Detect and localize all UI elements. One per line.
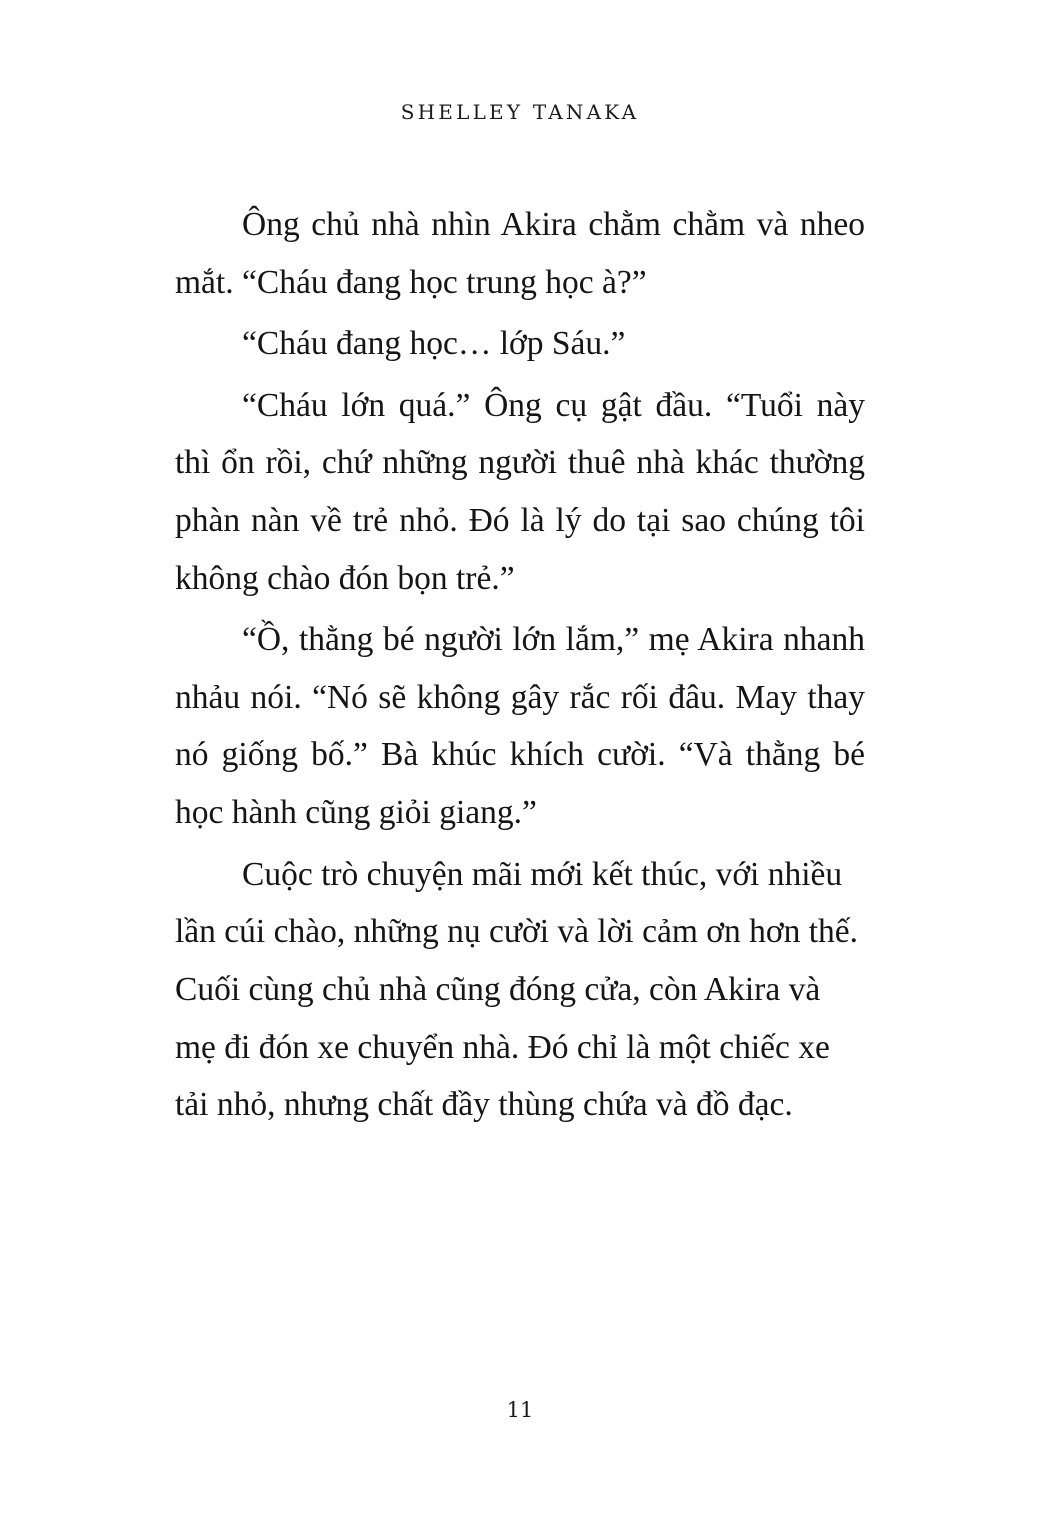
paragraph: Cuộc trò chuyện mãi mới kết thúc, với nhiều lần cúi chào, những nụ cười và lời cảm ơn hơn thế. Cuối cùng chủ nhà cũng đóng cửa, còn Akira và mẹ đi đón xe chuyển nhà. Đó chỉ là một chiếc xe tải nhỏ, nhưng chất đầy thùng chứa và đồ đạc. xyxy=(175,855,859,1124)
running-head: SHELLEY TANAKA xyxy=(400,100,640,124)
paragraph: “Cháu lớn quá.” Ông cụ gật đầu. “Tuổi này thì ổn rồi, chứ những người thuê nhà khác thường phàn nàn về trẻ nhỏ. Đó là lý do tại sao chúng tôi không chào đón bọn trẻ.” xyxy=(175,386,865,597)
paragraph: Ông chủ nhà nhìn Akira chằm chằm và nheo mắt. “Cháu đang học trung học à?” xyxy=(175,206,865,301)
paragraph: “Ồ, thằng bé người lớn lắm,” mẹ Akira nhanh nhảu nói. “Nó sẽ không gây rắc rối đâu. May thay nó giống bố.” Bà khúc khích cười. “Và thằng bé học hành cũng giỏi giang.” xyxy=(175,621,865,832)
body-text xyxy=(175,196,865,1134)
page-number: 11 xyxy=(506,1398,534,1422)
paragraph: “Cháu đang học… lớp Sáu.” xyxy=(242,325,626,363)
